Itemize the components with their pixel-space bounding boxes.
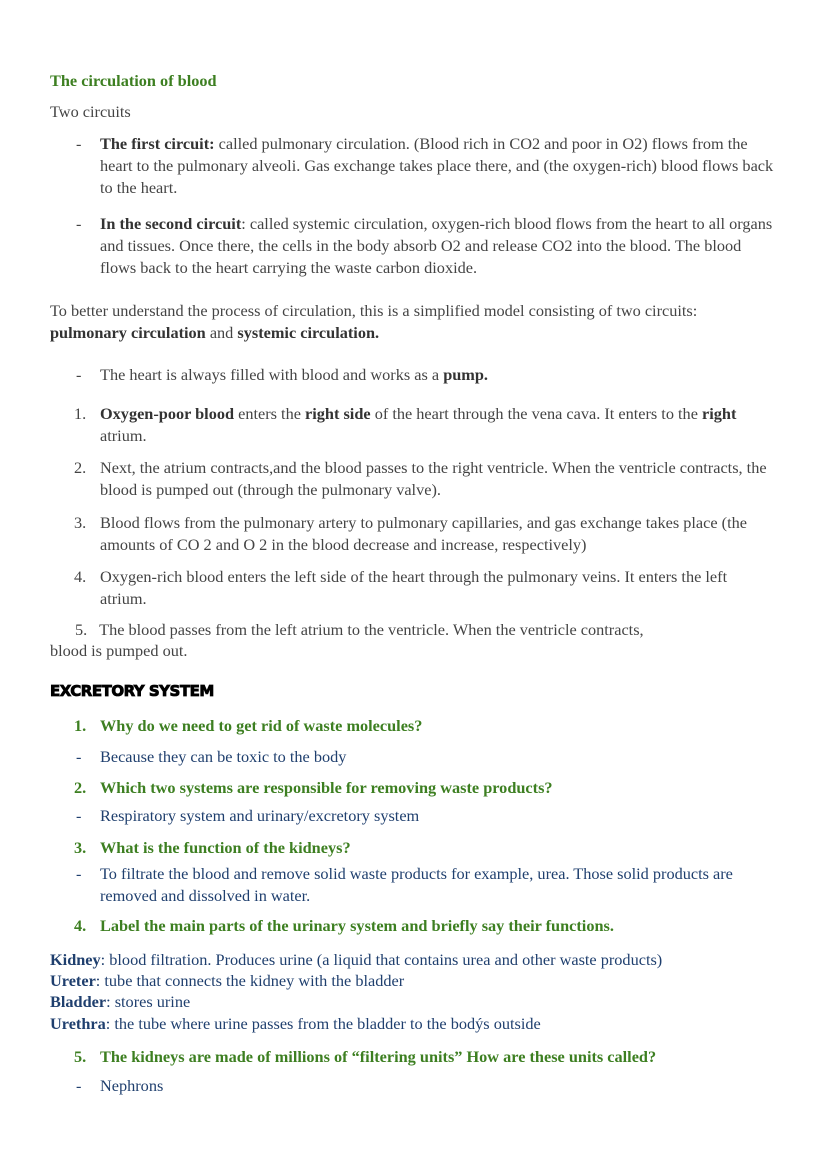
question-5: 5. The kidneys are made of millions of “filtering units” How are these units called? <box>74 1047 657 1066</box>
answer-3: - To filtrate the blood and remove solid waste products for example, urea. Those solid products are removed and dissolved in water. <box>76 864 733 905</box>
subtitle: Two circuits <box>50 102 131 121</box>
part-bladder: Bladder: stores urine <box>50 992 191 1011</box>
circuit-item: - In the second circuit: called systemic circulation, oxygen-rich blood flows from the heart to all organs and tissues. Once there, the cells in the body absorb O2 and release CO2 into the blood. The blood flows back to the heart carrying the waste carbon dioxide. <box>76 214 773 277</box>
question-2: 2. Which two systems are responsible for removing waste products? <box>74 778 553 797</box>
answer-1: - Because they can be toxic to the body <box>76 747 347 766</box>
step-5-cont: blood is pumped out. <box>50 641 188 660</box>
section-title: The circulation of blood <box>50 71 217 90</box>
pump-item: - The heart is always filled with blood and works as a pump. <box>76 365 488 384</box>
step-5: 5. The blood passes from the left atrium to the ventricle. When the ventricle contracts, <box>75 620 644 639</box>
question-1: 1. Why do we need to get rid of waste molecules? <box>74 716 423 735</box>
excretory-heading: EXCRETORY SYSTEM <box>50 682 214 700</box>
step-2: 2. Next, the atrium contracts,and the blood passes to the right ventricle. When the ventricle contracts, the blood is pumped out (through the pulmonary valve). <box>74 458 767 499</box>
step-3: 3. Blood flows from the pulmonary artery to pulmonary capillaries, and gas exchange takes place (the amounts of CO 2 and O 2 in the blood decrease and increase, respectively) <box>74 513 747 554</box>
part-kidney: Kidney: blood filtration. Produces urine (a liquid that contains urea and other waste products) <box>50 950 663 969</box>
circuit-item: - The first circuit: called pulmonary circulation. (Blood rich in CO2 and poor in O2) flows from the heart to the pulmonary alveoli. Gas exchange takes place there, and (the oxygen-rich) blood flows back to the heart. <box>76 134 774 197</box>
intro-paragraph: To better understand the process of circulation, this is a simplified model consisting of two circuits: pulmonary circulation and systemic circulation. <box>50 301 698 342</box>
answer-2: - Respiratory system and urinary/excretory system <box>76 806 420 825</box>
bullet-dash: - <box>76 365 82 384</box>
part-urethra: Urethra: the tube where urine passes from the bladder to the bodýs outside <box>50 1014 541 1033</box>
part-ureter: Ureter: tube that connects the kidney with the bladder <box>50 971 405 990</box>
bullet-dash: - <box>76 214 82 233</box>
answer-5: - Nephrons <box>76 1076 164 1095</box>
bullet-dash: - <box>76 134 82 153</box>
step-1: 1. Oxygen-poor blood enters the right side of the heart through the vena cava. It enters to the right atrium. <box>74 404 737 445</box>
step-4: 4. Oxygen-rich blood enters the left side of the heart through the pulmonary veins. It enters the left atrium. <box>74 567 728 608</box>
question-3: 3. What is the function of the kidneys? <box>74 838 351 857</box>
question-4: 4. Label the main parts of the urinary system and briefly say their functions. <box>74 916 614 935</box>
